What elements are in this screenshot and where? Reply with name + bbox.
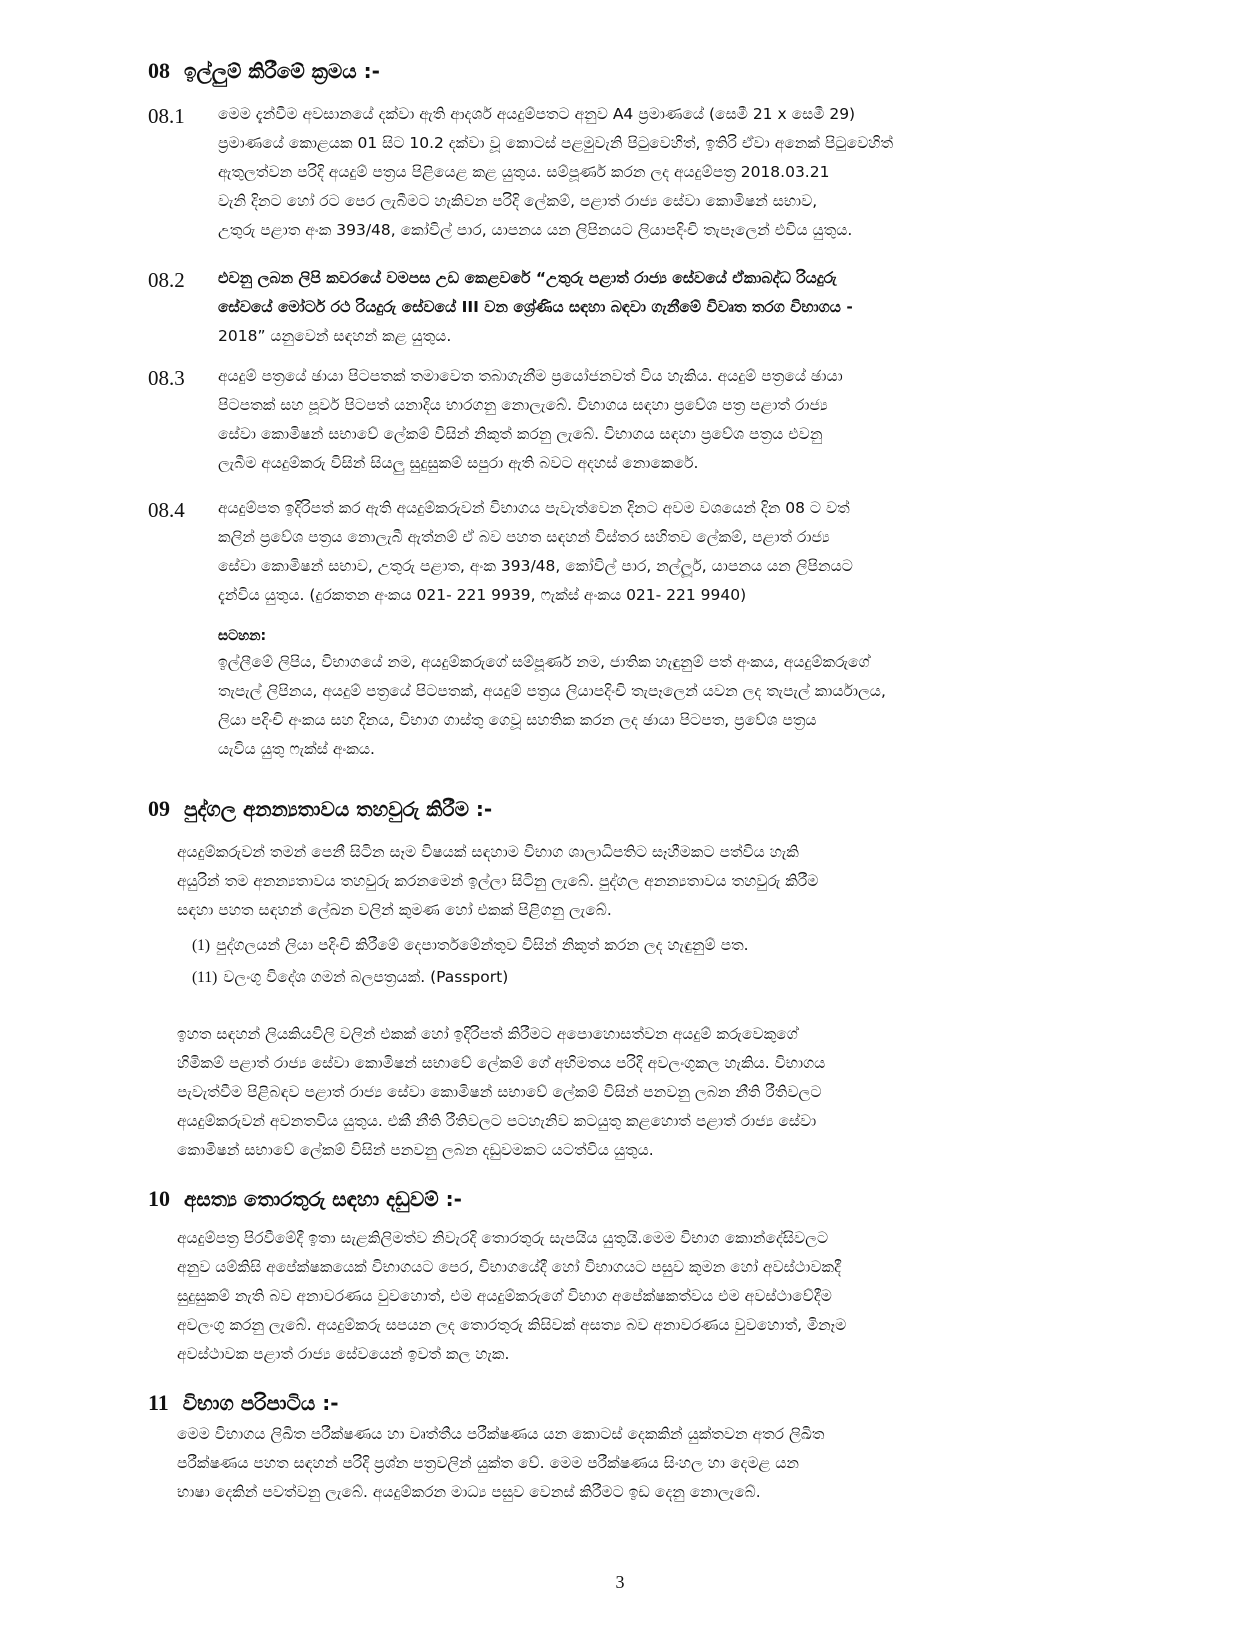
- text-line: පිටපතක් සහ පූර්ව පිටපත් යනාදිය භාරගනු නොලැබේ. විභාගය සඳහා ප්‍රවේශ පත්‍ර පළාත් රාජ්‍ය: [218, 396, 828, 414]
- note-label: සටහන:: [218, 628, 267, 644]
- subsection-number: 08.4: [148, 498, 185, 522]
- section-title: අසත්‍ය තොරතුරු සඳහා දඩුවම් :-: [184, 1187, 462, 1211]
- text-line: අයදුම්පත ඉදිරිපත් කර ඇති අයදුම්කරුවන් විභාගය පැවැත්වෙන දිනට අවම වශයෙන් දින 08 ට වත්: [218, 499, 850, 517]
- list-item-text: වලංගු විදේශ ගමන් බලපත්‍රයක්. (Passport): [223, 968, 509, 986]
- paragraph-08-4: [218, 494, 1088, 610]
- text-line: ඉල්ලීමේ ලිපිය, විභාගයේ නම, අයදුම්කරුගේ සම්පූර්ණ නම, ජාතික හැඳුනුම් පත් අංකය, අයදුම්කරුගේ: [218, 653, 870, 671]
- text-line: යැවිය යුතු ෆැක්ස් අංකය.: [218, 740, 375, 758]
- text-line: ලැබීම අයදුම්කරු විසින් සියලු සුදුසුකම් සපුරා ඇති බවට අදහස් නොකෙරේ.: [218, 454, 699, 472]
- section-title: ඉල්ලුම් කිරීමේ ක්‍රමය :-: [184, 59, 380, 83]
- text-line: තැපැල් ලිපිනය, අයදුම් පත්‍රයේ පිටපතක්, අයදුම් පත්‍රය ලියාපදිංචි තැපෑලෙන් යවන ලද තැපැල් කාර්යාලය,: [218, 682, 886, 700]
- paragraph-11-1: [177, 1420, 1087, 1507]
- text-line: සේවා කොමිෂන් සභාව, උතුරු පළාත, අංක 393/48, කෝවිල් පාර, නල්ලූර්, යාපනය යන ලිපිනයට: [218, 557, 853, 575]
- section-number: 09: [148, 796, 170, 821]
- section-number: 10: [148, 1186, 170, 1211]
- text-line: අවස්ථාවක පළාත් රාජ්‍ය සේවයෙන් ඉවත් කල හැක.: [177, 1345, 510, 1363]
- text-line: කලින් ප්‍රවේශ පත්‍රය නොලැබී ඇත්නම් ඒ බව පහත සඳහන් විස්තර සහිතව ලේකම්, පළාත් රාජ්‍ය: [218, 528, 830, 546]
- text-line: සුදුසුකම් නැති බව අනාවරණය වුවහොත්, එම අයදුම්කරුගේ විභාග අපේක්ෂකත්වය එම අවස්ථාවේදීම: [177, 1287, 832, 1305]
- text-line: සේවා කොමිෂන් සභාවේ ලේකම් විසින් නිකුත් කරනු ලැබේ. විභාගය සඳහා ප්‍රවේශ පත්‍රය එවනු: [218, 425, 823, 443]
- section-09-heading: [148, 796, 492, 822]
- text-line: ඉහත සඳහන් ලියකියවිලි වලින් එකක් හෝ ඉදිරිපත් කිරීමට අපොහොසත්වන අයදුම් කරුවෙකුගේ: [177, 1025, 798, 1043]
- subsection-number: 08.1: [148, 104, 185, 128]
- text-line: හිමිකම් පළාත් රාජ්‍ය සේවා කොමිෂන් සභාවේ ලේකම් ගේ අභිමතය පරිදි අවලංගුකල හැකිය. විභාගය: [177, 1054, 826, 1072]
- subsection-number: 08.3: [148, 366, 185, 390]
- list-marker: (11): [192, 969, 218, 986]
- text-line: අයුරින් තම අනන්‍යතාවය තහවුරු කරනමෙන් ඉල්ලා සිටිනු ලැබේ. පුද්ගල අනන්‍යතාවය තහවුරු කිරීම: [177, 872, 819, 890]
- text-line: අයදුම්කරුවන් අවනතවිය යුතුය. එකී නීති රීතිවලට පටහැනිව කටයුතු කළහොත් පළාත් රාජ්‍ය සේවා: [177, 1112, 817, 1130]
- subsection-number: 08.2: [148, 268, 185, 292]
- text-line: එවනු ලබන ලිපි කවරයේ වමපස උඩ කෙළවරේ “උතුරු පළාත් රාජ්‍ය සේවයේ ඒකාබද්ධ රියදුරු: [218, 269, 837, 287]
- list-item: [192, 936, 749, 955]
- paragraph-09-2: [177, 1020, 1087, 1165]
- text-line: මෙම විභාගය ලිඛිත පරීක්ෂණය හා වෘත්තීය පරීක්ෂණය යන කොටස් දෙකකින් යුක්තවන අතර ලිඛිත: [177, 1425, 825, 1443]
- section-11-heading: [148, 1390, 339, 1416]
- text-line: ලියා පදිංචි අංකය සහ දිනය, විභාග ගාස්තු ගෙවූ සහතික කරන ලද ඡායා පිටපත, ප්‍රවේශ පත්‍රය: [218, 711, 817, 729]
- text-line: සඳහා පහත සඳහන් ලේඛන වලින් කුමණ හෝ එකක් පිළිගනු ලැබේ.: [177, 901, 612, 919]
- section-10-heading: [148, 1186, 462, 1212]
- text-line: වැනි දිනට හෝ රට පෙර ලැබීමට හැකිවන පරිදි ලේකම්, පළාත් රාජ්‍ය සේවා කොමිෂන් සභාව,: [218, 192, 818, 210]
- list-item-text: පුද්ගලයන් ලියා පදිංචි කිරීමේ දෙපාර්තමේන්තුව විසින් නිකුත් කරන ලද හැඳුනුම් පත.: [216, 936, 749, 954]
- text-line: 2018” යනුවෙන් සඳහන් කළ යුතුය.: [218, 327, 452, 345]
- section-number: 08: [148, 58, 170, 83]
- text-line: අයදුම්පත්‍ර පිරවීමේදී ඉතා සැළකිලිමත්ව නිවැරදි තොරතුරු සැපයිය යුතුයි.මෙම විභාග කොන්දේසිවලට: [177, 1229, 829, 1247]
- text-line: පැවැත්වීම පිළිබඳව පළාත් රාජ්‍ය සේවා කොමිෂන් සභාවේ ලේකම් විසින් පනවනු ලබන නීති රීතිවලට: [177, 1083, 822, 1101]
- text-line: භාෂා දෙකින් පවත්වනු ලැබේ. අයදුම්කරන මාධ්‍ය පසුව වෙනස් කිරීමට ඉඩ දෙනු නොලැබේ.: [177, 1483, 761, 1501]
- paragraph-08-1: [218, 100, 1088, 245]
- text-line: සේවයේ මෝටර් රථ රියදුරු සේවයේ III වන ශ්‍රේණිය සඳහා බඳවා ගැනීමේ විවෘත තරග විභාගය -: [218, 298, 853, 316]
- text-line: මෙම දැන්වීම අවසානයේ දක්වා ඇති ආදර්ශ අයදුම්පතට අනුව A4 ප්‍රමාණයේ (සෙමී 21 x සෙමී 29): [218, 105, 856, 123]
- text-line: අයදුම් පත්‍රයේ ඡායා පිටපතක් තමාවෙත තබාගැනීම ප්‍රයෝජනවත් විය හැකිය. අයදුම් පත්‍රයේ ඡායා: [218, 367, 843, 385]
- text-line: අනුව යම්කිසි අපේක්ෂකයෙක් විභාගයට පෙර, විභාගයේදී හෝ විභාගයට පසුව කුමන හෝ අවස්ථාවකදී: [177, 1258, 841, 1276]
- section-number: 11: [148, 1390, 169, 1415]
- text-line: අයදුම්කරුවන් තමන් පෙනී සිටින සෑම විෂයක් සඳහාම විභාග ශාලාධිපතිට සෑහීමකට පත්විය හැකි: [177, 843, 799, 861]
- text-line: පරීක්ෂණය පහත සඳහන් පරිදි ප්‍රශ්න පත්‍රවලින් යුක්ත වේ. මෙම පරීක්ෂණය සිංහල හා දෙමළ යන: [177, 1454, 800, 1472]
- section-08-heading: [148, 58, 380, 84]
- list-marker: (1): [192, 937, 211, 954]
- text-line: කොමිෂන් සභාවේ ලේකම් විසින් පනවනු ලබන දඩුවමකට යටත්විය යුතුය.: [177, 1141, 654, 1159]
- section-title: විභාග පරිපාටිය :-: [182, 1391, 339, 1415]
- text-line: ප්‍රමාණයේ කොළයක 01 සිට 10.2 දක්වා වූ කොටස් පළමුවැනි පිටුවෙහිත්, ඉතිරි ඒවා අනෙක් පිටුවෙහිත්: [218, 134, 894, 152]
- section-title: පුද්ගල අනන්‍යතාවය තහවුරු කිරීම :-: [184, 797, 493, 821]
- page-number: 3: [615, 1572, 625, 1592]
- paragraph-08-3: [218, 362, 1088, 478]
- paragraph-09-1: [177, 838, 1087, 925]
- text-line: දැන්විය යුතුය. (දුරකතන අංකය 021- 221 9939, ෆැක්ස් අංකය 021- 221 9940): [218, 586, 747, 604]
- text-line: ඇතුලත්වන පරිදි අයදුම් පත්‍රය පිළියෙළ කළ යුතුය. සම්පූර්ණ කරන ලද අයදුම්පත්‍ර 2018.03.21: [218, 163, 830, 181]
- paragraph-08-2: [218, 264, 1088, 351]
- text-line: උතුරු පළාත අංක 393/48, කෝවිල් පාර, යාපනය යන ලිපිනයට ලියාපදිංචි තැපෑලෙන් එවිය යුතුය.: [218, 221, 853, 239]
- paragraph-10-1: [177, 1224, 1087, 1369]
- note-paragraph: [218, 648, 1088, 764]
- list-item: [192, 968, 508, 987]
- text-line: අවලංගු කරනු ලැබේ. අයදුම්කරු සපයන ලද තොරතුරු කිසිවක් අසත්‍ය බව අනාවරණය වුවහොත්, මිනෑම: [177, 1316, 847, 1334]
